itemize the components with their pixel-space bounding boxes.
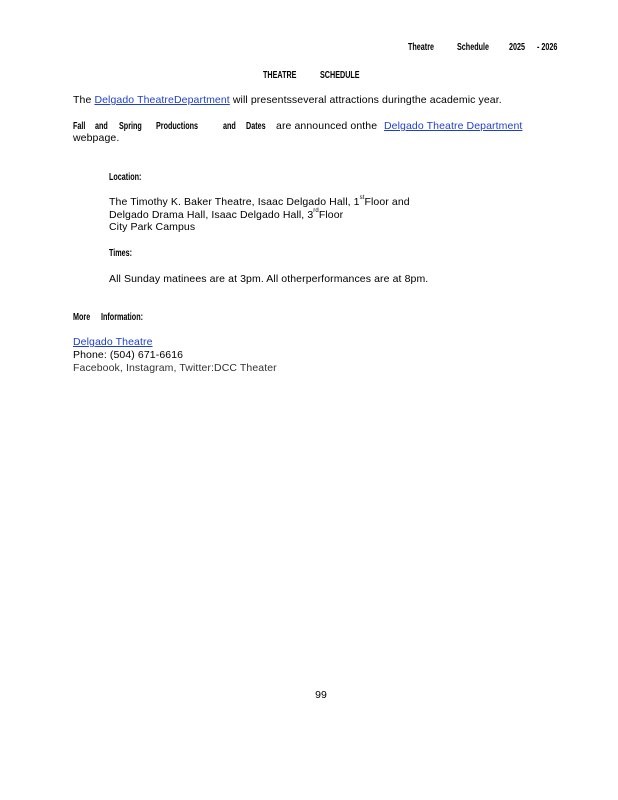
- productions-word-dates: Dates: [246, 121, 266, 132]
- location-heading: Location:: [109, 172, 142, 183]
- productions-word-spring: Spring: [119, 121, 142, 132]
- more-info-heading-more: More: [73, 312, 91, 323]
- times-text: All Sunday matinees are at 3pm. All otherperformances are at 8pm.: [109, 273, 429, 285]
- times-heading: Times:: [109, 248, 133, 259]
- header-year-start: 2025: [509, 42, 526, 53]
- location-line-2: [109, 209, 343, 221]
- location-line-3: City Park Campus: [109, 221, 196, 233]
- location-line-2-tail: Floor: [318, 209, 344, 221]
- productions-word-fall: Fall: [73, 121, 86, 132]
- location-line-1-text: The Timothy K. Baker Theatre, Isaac Delgado Hall, 1: [109, 196, 360, 208]
- delgado-theatre-link[interactable]: Delgado Theatre: [73, 336, 153, 348]
- productions-word-and: and: [95, 121, 108, 132]
- intro-paragraph: [73, 94, 502, 106]
- phone-number: Phone: (504) 671-6616: [73, 349, 184, 361]
- productions-word-and-2: and: [223, 121, 236, 132]
- location-line-2-ordinal: rd: [313, 208, 319, 214]
- location-line-2-text: Delgado Drama Hall, Isaac Delgado Hall, 3: [109, 209, 314, 221]
- header-theatre: Theatre: [408, 42, 435, 53]
- intro-suffix: will presentsseveral attractions duringthe academic year.: [232, 94, 502, 106]
- social-media: Facebook, Instagram, Twitter:DCC Theater: [73, 362, 277, 374]
- productions-mid-text: are announced onthe: [276, 120, 378, 132]
- title-schedule: SCHEDULE: [320, 70, 360, 81]
- productions-word-productions: Productions: [156, 121, 199, 132]
- page-number: 99: [315, 689, 327, 701]
- intro-prefix: The: [73, 94, 92, 106]
- productions-line2: webpage.: [73, 132, 120, 144]
- header-schedule: Schedule: [457, 42, 490, 53]
- title-theatre: THEATRE: [263, 70, 297, 81]
- header-year-end: - 2026: [537, 42, 558, 53]
- theatre-department-webpage-link[interactable]: Delgado Theatre Department: [384, 120, 523, 132]
- location-line-1-tail: Floor and: [364, 196, 410, 208]
- location-line-1: [109, 196, 410, 208]
- theatre-department-link[interactable]: Delgado TheatreDepartment: [94, 94, 230, 106]
- location-line-1-ordinal: st: [359, 195, 365, 201]
- more-info-heading-information: Information:: [101, 312, 143, 323]
